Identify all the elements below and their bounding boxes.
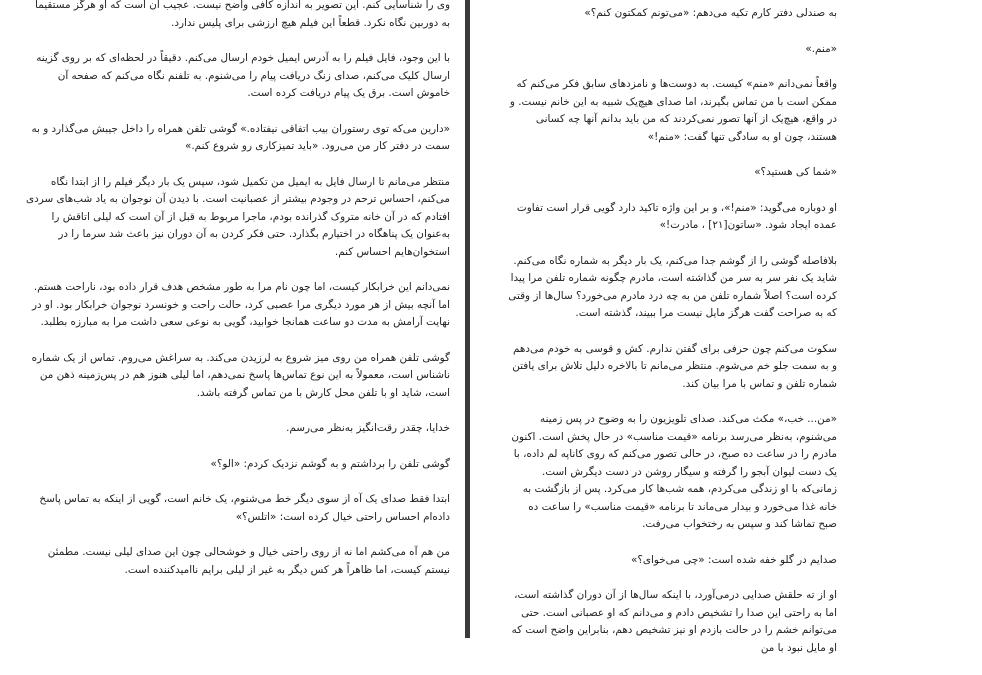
paragraph: گوشی تلفن همراه من روی میز شروع به لرزیدن می‌کند. به سراغش می‌روم. تماس از یک شماره ناشناس است، معمولاً به این نوع تماس‌ها پاسخ نمی‌دهم، اما لیلی هنوز هم در پس‌زمینه ذهن من است، شاید او با تلفن محل کارش با من تماس گرفته باشد. [31,351,450,399]
paragraph: «شما کی هستید؟» [754,166,837,178]
left-page-text [25,0,450,597]
paragraph: نمی‌دانم این خرابکار کیست، اما چون نام مرا به طور مشخص هدف قرار داده بود، ناراحت هستم. اما آنچه بیش از هر مورد دیگری مرا عصبی کرد، حالت راحت و خونسرد نوجوان خرابکار بود. او در نهایت آرامش به مدت دو ساعت همانجا خوابید، گویی به نوعی سعی داشت مرا به مبارزه بطلبد. [31,281,450,328]
paragraph: او دوباره می‌گوید: «منم!»، و بر این واژه تاکید دارد گویی قرار است تفاوت عمده ایجاد شود. «ساتون[۲۱] ، مادرت!» [516,201,837,231]
paragraph: گوشی تلفن را برداشتم و به گوشم نزدیک کردم: «الو؟» [210,457,450,470]
paragraph: وی را شناسایی کنم. این تصویر به اندازه کافی واضح نیست. عجیب آن است که او هرگز مستقیماً به دوربین نگاه نکرد. قطعاً این فیلم هیچ ارزشی برای پلیس ندارد. [35,0,450,29]
left-page [0,0,465,638]
paragraph: واقعاً نمی‌دانم «منم» کیست. به دوست‌ها و نامزدهای سابق فکر می‌کنم که ممکن است با من تماس بگیرند، اما صدای هیچ‌یک شبیه به این خانم نیست. و در واقع، هیچ‌یک از آنها تصور نمی‌کردند که من باید بدانم آنها چه کسانی هستند، چون او به سادگی تنها گفت: «منم!» [509,78,837,143]
right-page [470,0,982,654]
paragraph: خدایا، چقدر رقت‌انگیز به‌نظر می‌رسم. [286,422,450,434]
paragraph: منتظر می‌مانم تا ارسال فایل به ایمیل من تکمیل شود، سپس یک بار دیگر فیلم را از ابتدا نگاه می‌کنم، احساس ترحم در وجودم بیشتر از عصبانیت است. با دیدن آن نوجوان به یاد شب‌های سردی افتادم که در آن خانه متروک گذرانده بودم، ماجرا مربوط به قبل از آن است که لیلی اتاقش را به‌عنوان یک پناهگاه در اختیارم بگذارد. حتی فکر کردن به آن دوران نیز باعث شد سرما را در استخوان‌هایم احساس کنم. [25,175,450,258]
right-page-text [507,5,837,675]
paragraph: ابتدا فقط صدای یک آه از سوی دیگر خط می‌شنوم، یک خانم است، گویی از اینکه به تماس پاسخ داده‌ام احساس راحتی خیال کرده است: «اتلس؟» [39,493,450,523]
paragraph: من هم آه می‌کشم اما نه از روی راحتی خیال و خوشحالی چون این صدای لیلی نیست. مطمئن نیستم کیست، اما ظاهراً هر کس دیگر به غیر از لیلی برایم ناامیدکننده است. [47,546,450,576]
paragraph: «منم.» [805,42,837,55]
paragraph: «دارین می‌که توی رستوران بیب اتفاقی نیفتاده.» گوشی تلفن همراه را داخل جیبش می‌گذارد و به سمت در دفتر کار من می‌رود. «باید تمیزکاری رو شروع کنم.» [31,122,450,152]
paragraph: با این وجود، فایل فیلم را به آدرس ایمیل خودم ارسال می‌کنم. دقیقاً در لحظه‌ای که بر روی گزینه ارسال کلیک می‌کنم، صدای زنگ دریافت پیام را می‌شنوم. به تلفنم نگاه می‌کنم که صفحه آن خاموش است. برق یک پیام دریافت کرده است. [36,52,450,99]
paragraph: «من... خب،» مکث می‌کند. صدای تلویزیون را به وضوح در پس زمینه می‌شنوم، به‌نظر می‌رسد برنامه «قیمت مناسب» در حال پخش است. اکنون مادرم را در ساعت ده صبح، در حالی تصور می‌کنم که روی کاناپه لم داده، با یک دست لیوان آبجو را گرفته و سیگار روشن در دست دیگرش است. زمانی‌که با او زندگی می‌کردم، همه شب‌ها کار می‌کرد. پس از بازگشت به خانه غذا می‌خورد و بیدار می‌ماند تا برنامه «قیمت مناسب» را ساعت ده صبح تماشا کند و سپس به رختخواب می‌رفت. [511,413,837,530]
paragraph: سکوت می‌کنم چون حرفی برای گفتن ندارم. کش و قوسی به خودم می‌دهم و به سمت جلو خم می‌شوم. منتظر می‌مانم تا بالاخره دلیل تلاش برای یافتن شماره تلفن و تماس با مرا بیان کند. [512,342,837,390]
paragraph: او از ته حلقش صدایی درمی‌آورد، با اینکه سال‌ها از آن دوران گذاشته است، اما به راحتی این صدا را تشخیص دادم و می‌دانم که او عصبانی است. حتی می‌توانم خشم را در حالت بازدم او نیز تشخیص دهم، بنابراین واضح است که او مایل نبود با من [511,589,837,654]
paragraph: به صندلی دفتر کارم تکیه می‌دهم: «می‌تونم کمکتون کنم؟» [584,7,837,19]
paragraph: صدایم در گلو خفه شده است: «چی می‌خوای؟» [631,553,837,566]
paragraph: بلافاصله گوشی را از گوشم جدا می‌کنم، یک بار دیگر به شماره نگاه می‌کنم. شاید یک نفر سر به سر من گذاشته است، مادرم چگونه شماره تلفن مرا پیدا کرده است؟ اصلاً شماره تلفن من به چه درد مادرم می‌خورد؟ سال‌ها از وقتی که به صراحت گفت هرگز مایل نیست مرا ببیند، گذشته است. [508,254,837,319]
